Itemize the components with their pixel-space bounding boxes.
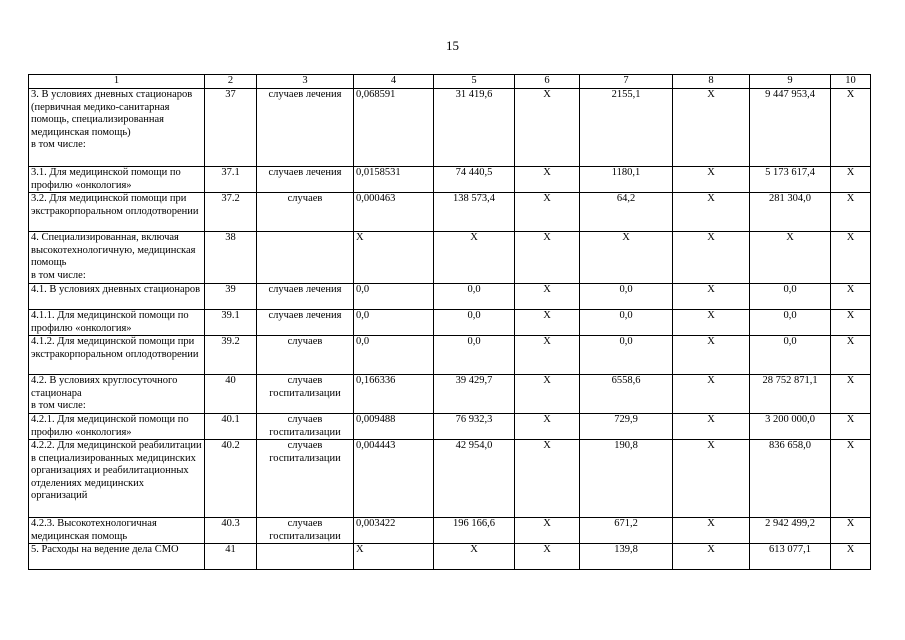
row-label-cell: 4. Специализированная, включая высокотехнологичную, медицинская помощь в том числе: [29,232,205,284]
table-cell: 0,0 [354,336,434,375]
table-cell: 0,0 [434,336,515,375]
table-cell: 139,8 [580,544,673,570]
column-header: 3 [257,75,354,89]
table-cell: 38 [205,232,257,284]
table-row [29,193,871,232]
column-header: 2 [205,75,257,89]
table-cell: 39 429,7 [434,375,515,414]
table-cell: 39 [205,284,257,310]
table-cell: 0,009488 [354,414,434,440]
row-label-cell: 4.1.1. Для медицинской помощи по профилю «онкология» [29,310,205,336]
table-cell: X [673,193,750,232]
table-cell: 0,0 [580,336,673,375]
table-cell: 28 752 871,1 [750,375,831,414]
table-cell: 9 447 953,4 [750,89,831,167]
table-cell: X [831,193,871,232]
table-cell: 64,2 [580,193,673,232]
table-cell: 196 166,6 [434,518,515,544]
table-cell: 836 658,0 [750,440,831,518]
row-label-cell: 3.2. Для медицинской помощи при экстракорпоральном оплодотворении [29,193,205,232]
table-cell: X [831,167,871,193]
table-cell: X [673,310,750,336]
table-cell: X [515,310,580,336]
table-cell: 1180,1 [580,167,673,193]
row-label-cell: 4.2.2. Для медицинской реабилитации в специализированных медицинских организациях и реабилитационных отделениях медицинских организаций [29,440,205,518]
column-header: 6 [515,75,580,89]
table-row [29,544,871,570]
table-cell: X [354,232,434,284]
table-cell: 671,2 [580,518,673,544]
table-cell: X [515,336,580,375]
table-cell: 40.2 [205,440,257,518]
table-cell: случаев лечения [257,310,354,336]
table-cell: 5 173 617,4 [750,167,831,193]
table-cell: X [831,544,871,570]
table-cell: X [831,232,871,284]
table-cell: X [750,232,831,284]
table-cell: 37.2 [205,193,257,232]
table-cell: X [434,544,515,570]
table-cell: 40.1 [205,414,257,440]
table-cell: 138 573,4 [434,193,515,232]
table-cell: 0,0 [354,284,434,310]
table-row [29,167,871,193]
table-cell: X [434,232,515,284]
table-row [29,375,871,414]
row-label-cell: 4.2.3. Высокотехнологичная медицинская помощь [29,518,205,544]
table-cell: X [831,518,871,544]
table-cell: X [673,375,750,414]
table-cell: 729,9 [580,414,673,440]
column-header: 4 [354,75,434,89]
table-cell: 37 [205,89,257,167]
table-cell: X [831,440,871,518]
row-label-cell: 4.1.2. Для медицинской помощи при экстракорпоральном оплодотворении [29,336,205,375]
table-row [29,310,871,336]
table-cell: 0,0 [580,310,673,336]
table-row [29,284,871,310]
table-cell: 0,004443 [354,440,434,518]
table-cell: 0,0158531 [354,167,434,193]
table-cell: X [354,544,434,570]
table-cell: случаев [257,193,354,232]
table-cell: X [515,167,580,193]
column-header: 7 [580,75,673,89]
table-cell: случаев лечения [257,284,354,310]
page-number: 15 [446,38,459,53]
table-cell: 0,0 [354,310,434,336]
table-cell: 190,8 [580,440,673,518]
table-cell: случаев госпитализации [257,440,354,518]
table-cell: X [831,310,871,336]
table-cell: X [673,89,750,167]
table-cell: X [515,544,580,570]
table-header-row [29,75,871,89]
table-cell [257,232,354,284]
table-cell: 76 932,3 [434,414,515,440]
table-cell: X [515,284,580,310]
table-row [29,440,871,518]
table-cell: 31 419,6 [434,89,515,167]
table-cell: 0,0 [580,284,673,310]
table-cell: случаев госпитализации [257,414,354,440]
table-cell: случаев госпитализации [257,518,354,544]
table-cell: 281 304,0 [750,193,831,232]
table-cell: 37.1 [205,167,257,193]
table-cell: X [515,193,580,232]
table-cell: 0,068591 [354,89,434,167]
column-header: 5 [434,75,515,89]
table-cell: 0,0 [750,336,831,375]
row-label-cell: 3. В условиях дневных стационаров (первичная медико-санитарная помощь, специализированная медицинская помощь) в том числе: [29,89,205,167]
table-cell: 0,166336 [354,375,434,414]
table-cell: 6558,6 [580,375,673,414]
row-label-cell: 5. Расходы на ведение дела СМО [29,544,205,570]
table-cell: 0,003422 [354,518,434,544]
table-cell: X [515,518,580,544]
row-label-cell: 3.1. Для медицинской помощи по профилю «онкология» [29,167,205,193]
column-header: 10 [831,75,871,89]
column-header: 8 [673,75,750,89]
table-cell: случаев [257,336,354,375]
table-cell: случаев лечения [257,167,354,193]
table-cell: X [673,414,750,440]
financing-table [28,74,871,570]
table-row [29,518,871,544]
table-cell: 0,0 [434,310,515,336]
table-cell: 613 077,1 [750,544,831,570]
table-cell: X [515,375,580,414]
table-cell: X [515,414,580,440]
table-cell: 42 954,0 [434,440,515,518]
table-cell: случаев лечения [257,89,354,167]
column-header: 9 [750,75,831,89]
table-cell: X [673,336,750,375]
table-cell: X [673,544,750,570]
table-cell: X [673,232,750,284]
table-cell: X [831,89,871,167]
table-cell: X [831,375,871,414]
column-header: 1 [29,75,205,89]
table-cell: X [673,284,750,310]
table-cell [257,544,354,570]
table-cell: 39.1 [205,310,257,336]
table-cell: 39.2 [205,336,257,375]
table-cell: 74 440,5 [434,167,515,193]
row-label-cell: 4.2.1. Для медицинской помощи по профилю «онкология» [29,414,205,440]
table-cell: X [831,284,871,310]
table-row [29,336,871,375]
table-cell: X [673,167,750,193]
table-cell: 0,0 [750,310,831,336]
table-cell: 40.3 [205,518,257,544]
table-cell: X [831,336,871,375]
table-cell: 41 [205,544,257,570]
table-cell: X [515,440,580,518]
table-cell: 40 [205,375,257,414]
row-label-cell: 4.2. В условиях круглосуточного стационара в том числе: [29,375,205,414]
table-cell: 2 942 499,2 [750,518,831,544]
table-cell: X [673,440,750,518]
table-cell: X [515,89,580,167]
table-cell: 0,0 [750,284,831,310]
row-label-cell: 4.1. В условиях дневных стационаров [29,284,205,310]
table-row [29,232,871,284]
table-row [29,89,871,167]
table-cell: 2155,1 [580,89,673,167]
table-cell: X [580,232,673,284]
table-cell: 3 200 000,0 [750,414,831,440]
table-cell: 0,0 [434,284,515,310]
table-cell: X [515,232,580,284]
table-cell: случаев госпитализации [257,375,354,414]
table-cell: 0,000463 [354,193,434,232]
table-cell: X [673,518,750,544]
table-row [29,414,871,440]
table-cell: X [831,414,871,440]
